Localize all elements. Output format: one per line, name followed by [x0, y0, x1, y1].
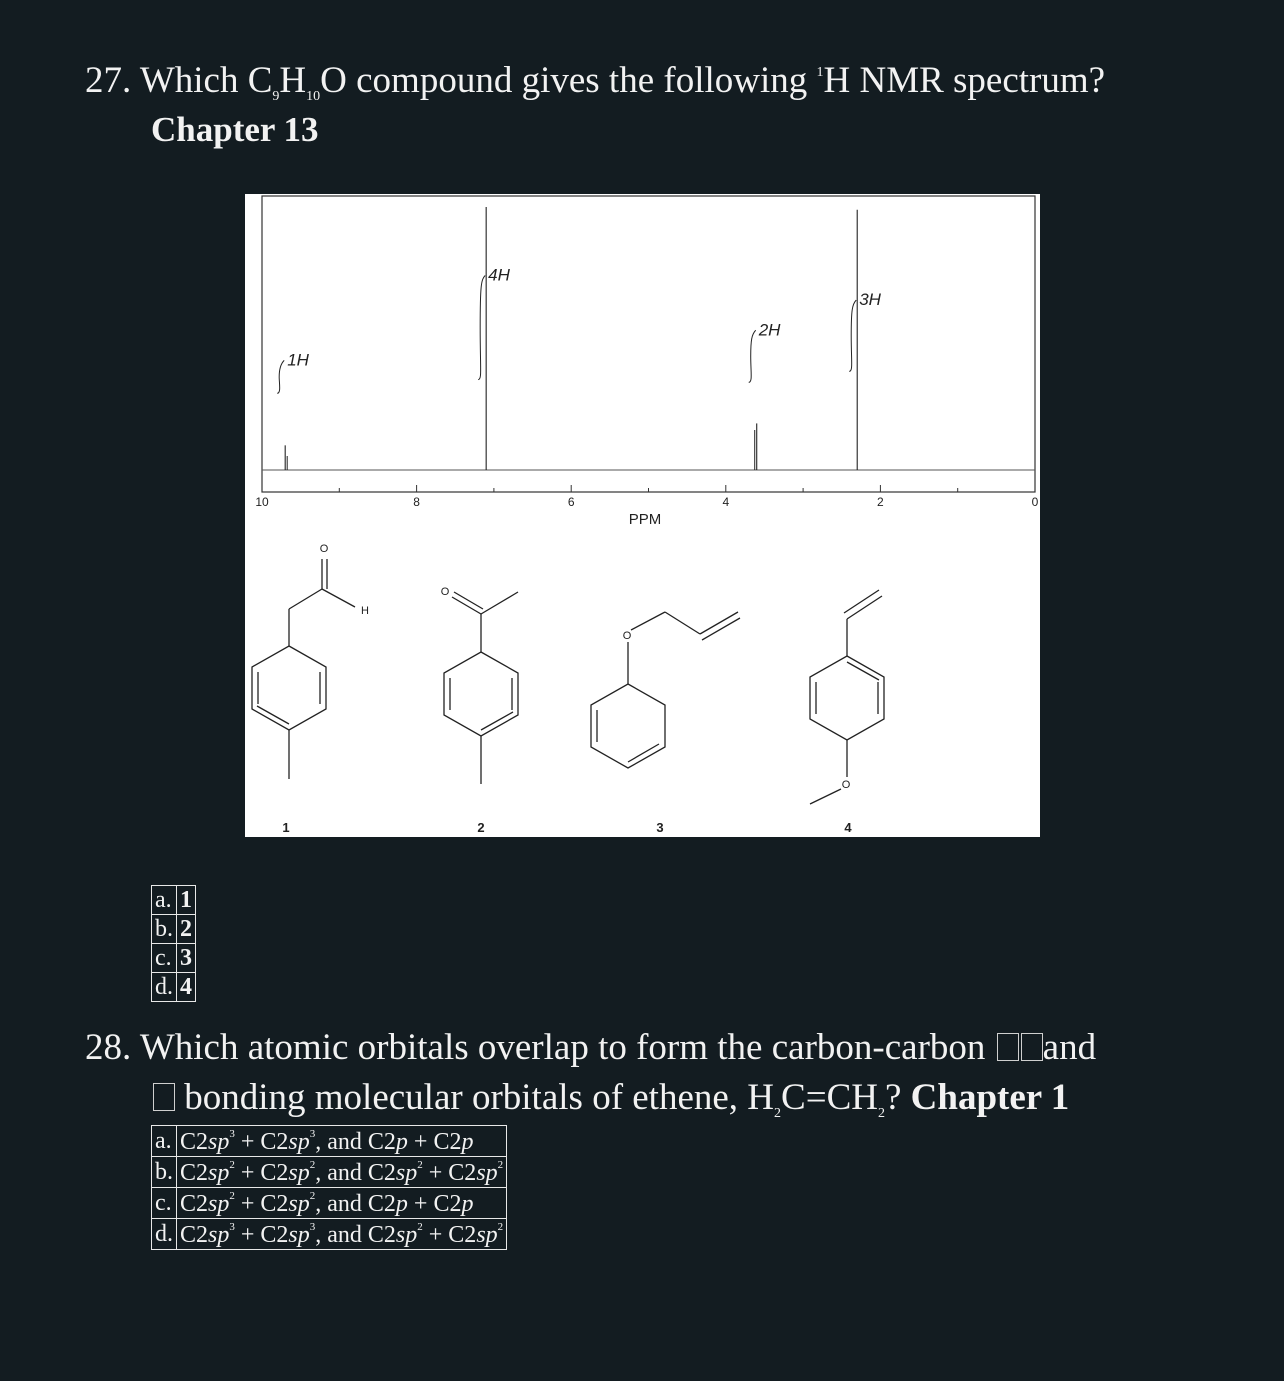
- option-text: $C2sp^3 + C2sp^3$, and C2p + C2p: [177, 1126, 507, 1157]
- tick-group: [255, 485, 1038, 509]
- q28-options-table: [151, 1125, 507, 1250]
- q27-question: [85, 62, 1105, 104]
- option-text: $C2sp^2 + C2sp^2$, and C2p + C2p: [177, 1188, 507, 1219]
- option-letter: c.: [152, 1188, 177, 1219]
- x-tick-label: 10: [255, 495, 269, 509]
- option-letter: a.: [152, 886, 177, 915]
- peak-group: [277, 207, 881, 470]
- q27-sup: 1: [816, 65, 824, 80]
- q28-sub-a: 2: [774, 1106, 782, 1121]
- q27-sub-h: 10: [306, 89, 321, 104]
- option-letter: c.: [152, 944, 177, 973]
- option-text: $C2sp^3 + C2sp^3$, and $C2sp^2 + C2sp^2$: [177, 1219, 507, 1250]
- q27-options-table: [151, 885, 196, 1002]
- structure-3-oxygen: O: [622, 630, 632, 642]
- integration-curve: [749, 330, 756, 382]
- x-tick-label: 8: [413, 495, 420, 509]
- integration-curve: [478, 275, 485, 379]
- q27-chapter: Chapter 13: [151, 110, 319, 149]
- structure-1-oxygen: O: [319, 543, 329, 555]
- option-letter: d.: [152, 1219, 177, 1250]
- structure-1-hydrogen: H: [361, 605, 369, 617]
- q28-option-a[interactable]: [152, 1126, 507, 1157]
- missing-glyph-icon: [1021, 1033, 1043, 1061]
- q28-text-2-mid: C=CH: [781, 1077, 878, 1118]
- option-text: $C2sp^2 + C2sp^2$, and $C2sp^2 + C2sp^2$: [177, 1157, 507, 1188]
- q27-text-a: Which C: [139, 60, 273, 101]
- x-tick-label: 0: [1031, 495, 1039, 509]
- structure-2-oxygen: O: [440, 586, 450, 598]
- q28-chapter: Chapter 1: [910, 1077, 1070, 1118]
- q27-text-b: O compound gives the following: [320, 60, 808, 101]
- structure-4-oxygen: O: [841, 779, 851, 791]
- structure-label-1: 1: [282, 820, 290, 835]
- x-tick-label: 4: [722, 495, 730, 509]
- q28-line-1: [85, 1029, 1096, 1066]
- nmr-figure: [245, 194, 1040, 837]
- q28-option-b[interactable]: [152, 1157, 507, 1188]
- nmr-svg: [245, 194, 1040, 837]
- option-value: 2: [177, 915, 196, 944]
- option-letter: d.: [152, 973, 177, 1002]
- integration-label: 1H: [287, 350, 309, 370]
- integration-label: 3H: [859, 290, 881, 310]
- structure-1: [252, 559, 355, 779]
- x-axis-label: PPM: [628, 511, 662, 528]
- q27-text-h: H: [279, 60, 307, 101]
- missing-glyph-icon: [153, 1083, 175, 1111]
- structure-label-2: 2: [477, 820, 485, 835]
- structure-3: [591, 612, 740, 768]
- q28-text-1-end: and: [1042, 1027, 1097, 1068]
- q27-option-c[interactable]: [152, 944, 196, 973]
- option-letter: a.: [152, 1126, 177, 1157]
- missing-glyph-icon: [997, 1033, 1019, 1061]
- option-value: 3: [177, 944, 196, 973]
- integration-label: 2H: [758, 320, 781, 340]
- q27-option-d[interactable]: [152, 973, 196, 1002]
- q27-number: 27.: [85, 60, 132, 101]
- q28-number: 28.: [85, 1027, 132, 1068]
- structure-2: [444, 592, 518, 784]
- structure-4: [810, 590, 884, 804]
- q28-line-2: [151, 1079, 1069, 1121]
- integration-curve: [849, 300, 856, 371]
- q27-option-b[interactable]: [152, 915, 196, 944]
- x-tick-label: 2: [877, 495, 884, 509]
- option-letter: b.: [152, 1157, 177, 1188]
- q27-option-a[interactable]: [152, 886, 196, 915]
- q28-text-2-q: ?: [884, 1077, 902, 1118]
- option-value: 4: [177, 973, 196, 1002]
- option-letter: b.: [152, 915, 177, 944]
- q28-option-c[interactable]: [152, 1188, 507, 1219]
- x-tick-label: 6: [567, 495, 575, 509]
- q28-sub-b: 2: [877, 1106, 885, 1121]
- integration-curve: [277, 360, 284, 393]
- q28-option-d[interactable]: [152, 1219, 507, 1250]
- option-value: 1: [177, 886, 196, 915]
- structure-label-3: 3: [656, 820, 664, 835]
- q27-text-c: H NMR spectrum?: [823, 60, 1106, 101]
- integration-label: 4H: [488, 265, 510, 285]
- plot-frame: [262, 196, 1035, 492]
- structure-label-4: 4: [844, 820, 852, 835]
- q28-text-2: bonding molecular orbitals of ethene, H: [184, 1077, 775, 1118]
- q28-text-1: Which atomic orbitals overlap to form the carbon-carbon: [139, 1027, 986, 1068]
- q27-sub-c: 9: [272, 89, 280, 104]
